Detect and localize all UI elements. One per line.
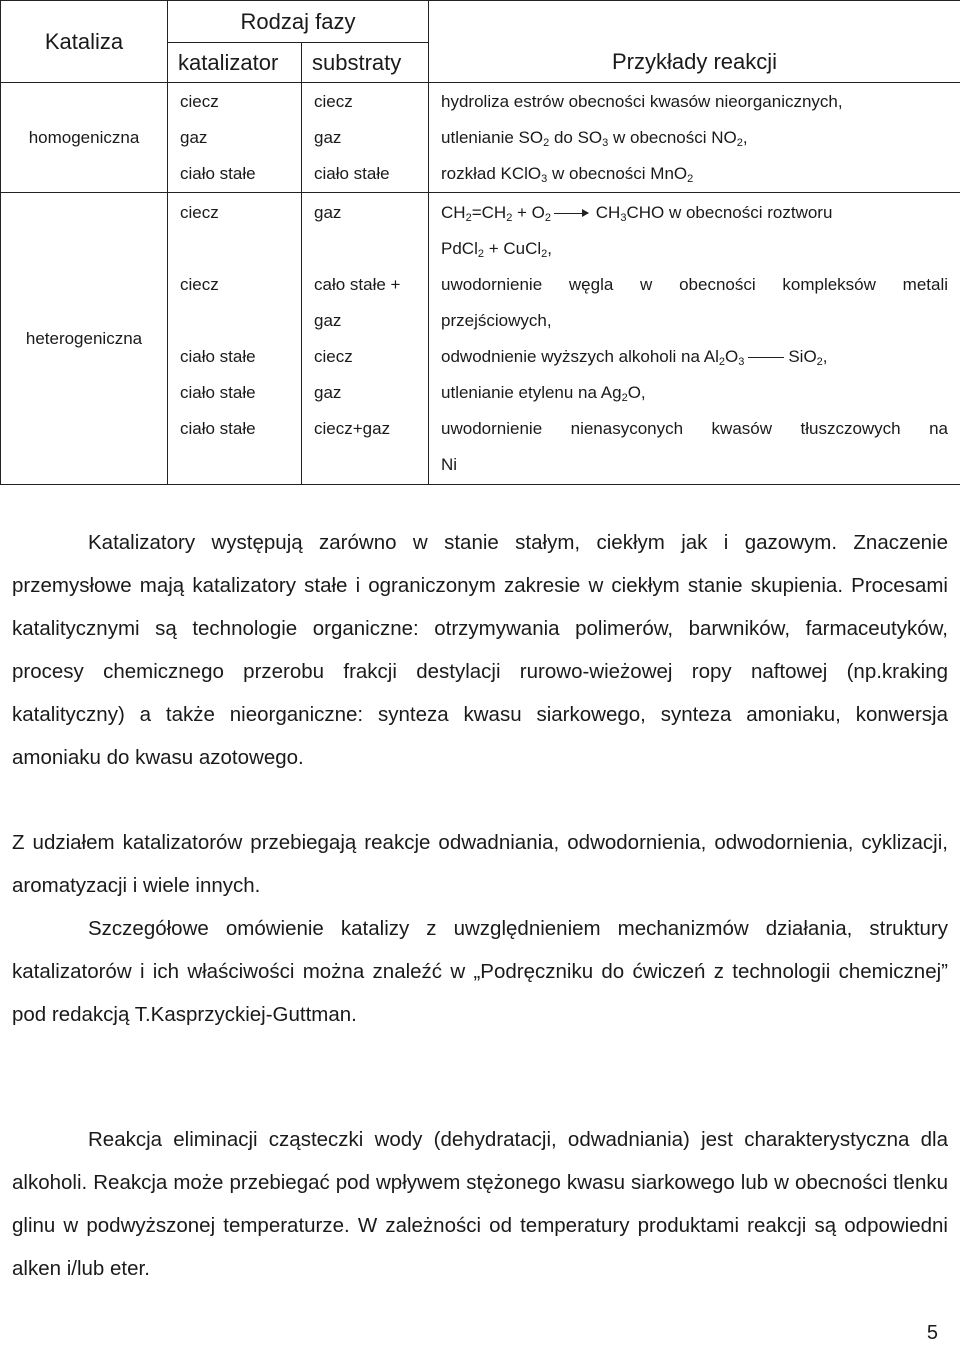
hetero-substraty-5: ciecz: [314, 346, 353, 366]
row-label-homogeniczna: homogeniczna: [1, 83, 168, 193]
header-substraty: substraty: [302, 43, 429, 83]
homo-katalizator-3: ciało stałe: [180, 163, 256, 183]
header-kataliza: Kataliza: [1, 1, 168, 83]
header-blank: [429, 1, 960, 43]
hetero-katalizator-8: [180, 447, 301, 483]
paragraph-3: [12, 907, 948, 1036]
hetero-katalizator-3: ciecz: [180, 274, 219, 294]
homo-reaction-3: rozkład KClO$_3$ w obecności MnO$_2$: [441, 163, 694, 185]
paragraph-2: Z udziałem katalizatorów przebiegają reakcje odwadniania, odwodornienia, odwodornienia, cyklizacji, aromatyzacji i wiele innych.: [12, 831, 948, 897]
hetero-katalizator-7: ciało stałe: [180, 418, 256, 438]
hetero-substraty-7: ciecz+gaz: [314, 418, 391, 438]
hetero-katalizator-1: ciecz: [180, 202, 219, 222]
hetero-substraty-6: gaz: [314, 382, 342, 402]
paragraph-4-text: Reakcja eliminacji cząsteczki wody (dehydratacji, odwadniania) jest charakterystyczna dla alkoholi. Reakcja może przebiegać pod wpływem stężonego kwasu siarkowego lub w obecności tlenku glinu w podwyższonej temperaturze. W zależności od temperatury produktami reakcji są odpowiedni alken i/lub eter.: [12, 1128, 948, 1280]
hetero-katalizator-2: [180, 231, 301, 267]
hetero-reaction-2b: przejściowych,: [441, 310, 552, 330]
hetero-substraty-8: [314, 447, 428, 483]
homo-katalizator-cell: [168, 83, 302, 193]
homo-przyklady-cell: [429, 83, 960, 193]
paragraph-1-text: Katalizatory występują zarówno w stanie stałym, ciekłym jak i gazowym. Znaczenie przemysłowe mają katalizatory stałe i ograniczonym zakresie w ciekłym stanie skupienia. Procesami katalitycznymi są technologie organiczne: otrzymywania polimerów, barwników, farmaceutyków, procesy chemicznego przerobu frakcji destylacji rurowo-wieżowej ropy naftowej (np.kraking katalityczny) a także nieorganiczne: synteza kwasu siarkowego, synteza amoniaku, konwersja amoniaku do kwasu azotowego.: [12, 531, 948, 769]
homo-substraty-2: gaz: [314, 127, 342, 147]
hetero-katalizator-cell: [168, 193, 302, 485]
row-label-heterogeniczna: heterogeniczna: [1, 193, 168, 485]
homo-reaction-2: utlenianie $SO_2$ do $SO_3$ w obecności $NO_2$,: [441, 127, 748, 149]
homo-substraty-3: ciało stałe: [314, 163, 390, 183]
header-rodzaj-fazy: Rodzaj fazy: [168, 1, 429, 43]
page-number: 5: [926, 1322, 938, 1344]
dash-line-icon: [748, 357, 784, 358]
hetero-substraty-4: gaz: [314, 310, 342, 330]
hetero-przyklady-cell: [429, 193, 960, 485]
hetero-katalizator-6: ciało stałe: [180, 382, 256, 402]
hetero-reaction-4: utlenianie etylenu na $Ag_2O$,: [441, 382, 646, 404]
hetero-substraty-2: [314, 231, 428, 267]
header-przyklady: Przykłady reakcji: [429, 43, 960, 83]
reaction-arrow-icon: [554, 208, 588, 218]
homo-katalizator-2: gaz: [180, 127, 208, 147]
hetero-katalizator-5: ciało stałe: [180, 346, 256, 366]
hetero-substraty-1: gaz: [314, 202, 342, 222]
hetero-katalizator-4: [180, 303, 301, 339]
header-katalizator: katalizator: [168, 43, 302, 83]
paragraph-1: [12, 521, 948, 779]
hetero-reaction-2: uwodornienie węgla w obecności kompleksów metali: [441, 274, 949, 294]
homo-substraty-1: ciecz: [314, 91, 353, 111]
homo-reaction-1: hydroliza estrów obecności kwasów nieorganicznych,: [441, 91, 843, 111]
hetero-reaction-3: odwodnienie wyższych alkoholi na $Al_2O_3$ SiO$_2$,: [441, 346, 828, 368]
hetero-reaction-5: uwodornienie nienasyconych kwasów tłuszczowych na: [441, 418, 949, 438]
catalysis-table: [0, 0, 960, 485]
hetero-reaction-5b: Ni: [441, 454, 458, 474]
hetero-reaction-1b: PdCl$_2$ + CuCl$_2$,: [441, 238, 553, 260]
hetero-substraty-3: cało stałe +: [314, 274, 401, 294]
homo-katalizator-1: ciecz: [180, 91, 219, 111]
paragraph-3-text: Szczegółowe omówienie katalizy z uwzględnieniem mechanizmów działania, struktury katalizatorów i ich właściwości można znaleźć w „Podręczniku do ćwiczeń z technologii chemicznej” pod redakcją T.Kasprzyckiej-Guttman.: [12, 917, 948, 1026]
homo-substraty-cell: [302, 83, 429, 193]
paragraph-4: [12, 1118, 948, 1290]
hetero-substraty-cell: [302, 193, 429, 485]
hetero-reaction-1: $CH_2=CH_2 + O_2$ $CH_3CHO$ w obecności roztworu: [441, 202, 833, 224]
